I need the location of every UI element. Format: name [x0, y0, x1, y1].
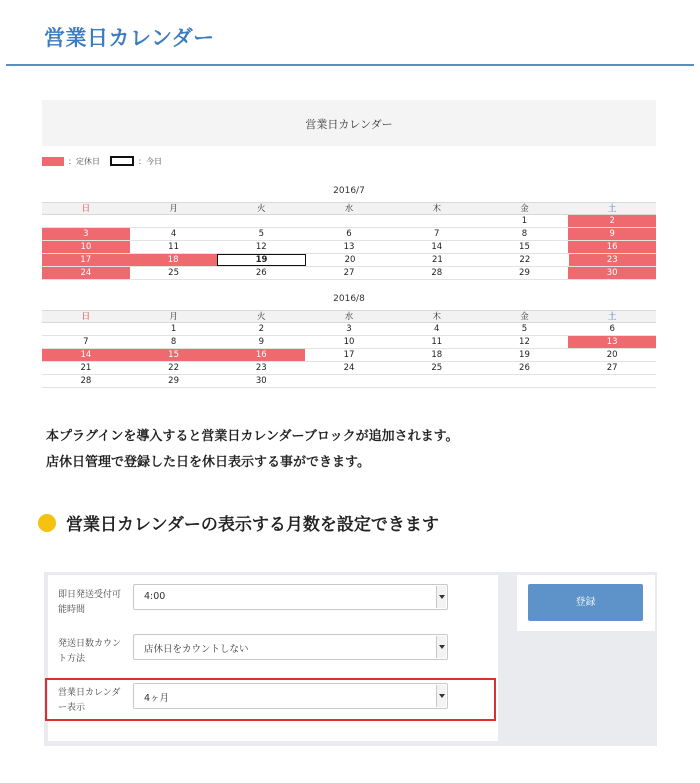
weekday-label: 日	[81, 204, 91, 214]
day-cell: 5	[258, 229, 264, 239]
month-label: 2016/7	[333, 186, 365, 196]
week-row	[42, 267, 656, 280]
select-value: 4:00	[144, 591, 166, 602]
day-cell: 24	[42, 267, 130, 279]
day-cell: 20	[606, 350, 618, 360]
day-cell: 12	[519, 337, 530, 347]
page-title: 営業日カレンダー	[44, 26, 215, 50]
section-title: 営業日カレンダーの表示する月数を設定できます	[66, 515, 439, 535]
day-cell: 21	[80, 363, 92, 373]
week-row	[42, 362, 656, 375]
empty-day-cell	[130, 215, 218, 227]
weekday-label: 月	[169, 312, 178, 322]
day-cell: 6	[346, 229, 352, 239]
weekday-label: 火	[257, 312, 266, 322]
day-cell: 29	[168, 376, 179, 386]
shipping-days-count-select[interactable]	[133, 634, 448, 660]
day-cell: 22	[168, 363, 179, 373]
month-label: 2016/8	[333, 294, 365, 304]
day-cell: 1	[521, 216, 528, 226]
description-line: 本プラグインを導入すると営業日カレンダーブロックが追加されます。	[46, 429, 459, 444]
weekday-label: 水	[344, 204, 354, 214]
highlight-frame	[45, 678, 496, 721]
day-cell: 26	[519, 363, 530, 373]
day-cell: 1	[170, 324, 177, 334]
week-row	[42, 254, 656, 267]
holiday-legend-label: ：定休日	[68, 157, 100, 166]
heading-divider	[6, 64, 694, 66]
day-cell: 22	[519, 255, 531, 265]
day-cell: 13	[568, 336, 656, 348]
weekday-label: 月	[169, 204, 178, 214]
register-button[interactable]: 登録	[528, 584, 643, 621]
day-cell: 14	[42, 349, 130, 361]
day-cell: 28	[431, 268, 443, 278]
empty-day-cell	[217, 215, 305, 227]
week-row	[42, 323, 656, 336]
weekday-header-row	[42, 202, 656, 215]
day-cell: 20	[344, 255, 356, 265]
bullet-dot-icon	[38, 514, 56, 532]
day-cell: 4	[434, 324, 440, 334]
day-cell: 6	[609, 324, 615, 334]
day-cell: 8	[170, 337, 177, 347]
month-grid	[42, 310, 656, 388]
calendar-header	[42, 100, 656, 146]
holiday-swatch	[42, 157, 64, 166]
empty-day-cell	[393, 215, 481, 227]
day-cell: 7	[434, 229, 440, 239]
week-row	[42, 215, 656, 228]
weekday-label: 水	[344, 312, 354, 322]
weekday-label: 日	[81, 312, 91, 322]
day-cell: 2	[568, 215, 656, 227]
day-cell: 24	[343, 363, 355, 373]
day-cell: 17	[343, 350, 355, 360]
day-cell: 9	[258, 337, 264, 347]
day-cell: 19	[519, 350, 530, 360]
weekday-label: 火	[257, 204, 266, 214]
same-day-shipping-select[interactable]	[133, 584, 448, 610]
description-line: 店休日管理で登録した日を休日表示する事ができます。	[46, 455, 370, 470]
day-cell: 23	[255, 363, 267, 373]
day-cell: 16	[568, 241, 656, 253]
day-cell: 12	[255, 242, 267, 252]
today-cell: 19	[217, 254, 306, 266]
day-cell: 18	[129, 254, 216, 266]
day-cell: 27	[606, 363, 618, 373]
calendar-display-label: 営業日カレンダー表示	[58, 688, 121, 713]
day-cell: 5	[521, 324, 528, 334]
chevron-down-icon[interactable]	[436, 636, 446, 658]
empty-day-cell	[42, 215, 130, 227]
week-row	[42, 375, 656, 388]
weekday-label: 金	[520, 204, 529, 214]
day-cell: 10	[343, 337, 355, 347]
day-cell: 4	[170, 229, 177, 239]
day-cell: 8	[521, 229, 528, 239]
day-cell: 3	[42, 228, 130, 240]
empty-day-cell	[481, 375, 569, 387]
day-cell: 18	[431, 350, 443, 360]
same-day-shipping-label: 即日発送受付可能時間	[58, 590, 122, 615]
empty-day-cell	[568, 375, 656, 387]
day-cell: 7	[83, 337, 89, 347]
day-cell: 9	[568, 228, 656, 240]
day-cell: 14	[431, 242, 443, 252]
weekday-label: 土	[607, 312, 617, 322]
day-cell: 16	[217, 349, 305, 361]
empty-day-cell	[305, 215, 393, 227]
day-cell: 29	[519, 268, 530, 278]
day-cell: 30	[255, 376, 267, 386]
empty-day-cell	[393, 375, 481, 387]
weekday-header-row	[42, 310, 656, 323]
month-grid	[42, 202, 656, 280]
calendar-title: 営業日カレンダー	[305, 118, 393, 131]
day-cell: 15	[130, 349, 218, 361]
day-cell: 3	[346, 324, 352, 334]
day-cell: 21	[431, 255, 443, 265]
day-cell: 10	[42, 241, 130, 253]
week-row	[42, 349, 656, 362]
day-cell: 28	[80, 376, 92, 386]
day-cell: 25	[431, 363, 443, 373]
day-cell: 15	[519, 242, 530, 252]
select-value: 店休日をカウントしない	[144, 644, 249, 655]
day-cell: 2	[258, 324, 264, 334]
day-cell: 11	[431, 337, 443, 347]
day-cell: 13	[343, 242, 355, 252]
shipping-days-count-label: 発送日数カウント方法	[58, 639, 122, 664]
day-cell: 27	[343, 268, 355, 278]
week-row	[42, 228, 656, 241]
weekday-label: 土	[607, 204, 617, 214]
empty-day-cell	[42, 323, 130, 335]
week-row	[42, 336, 656, 349]
weekday-label: 木	[432, 204, 441, 214]
today-legend-label: ：今日	[138, 157, 162, 166]
weekday-label: 木	[432, 312, 441, 322]
day-cell: 11	[168, 242, 179, 252]
select-value: 4ヶ月	[144, 693, 170, 704]
empty-day-cell	[305, 375, 393, 387]
day-cell: 25	[168, 268, 179, 278]
day-cell: 17	[42, 254, 129, 266]
week-row	[42, 241, 656, 254]
day-cell: 23	[569, 254, 656, 266]
chevron-down-icon[interactable]	[436, 586, 446, 608]
day-cell: 30	[568, 267, 656, 279]
weekday-label: 金	[520, 312, 529, 322]
today-swatch	[110, 156, 134, 166]
day-cell: 26	[255, 268, 267, 278]
plugin-description	[46, 424, 459, 476]
